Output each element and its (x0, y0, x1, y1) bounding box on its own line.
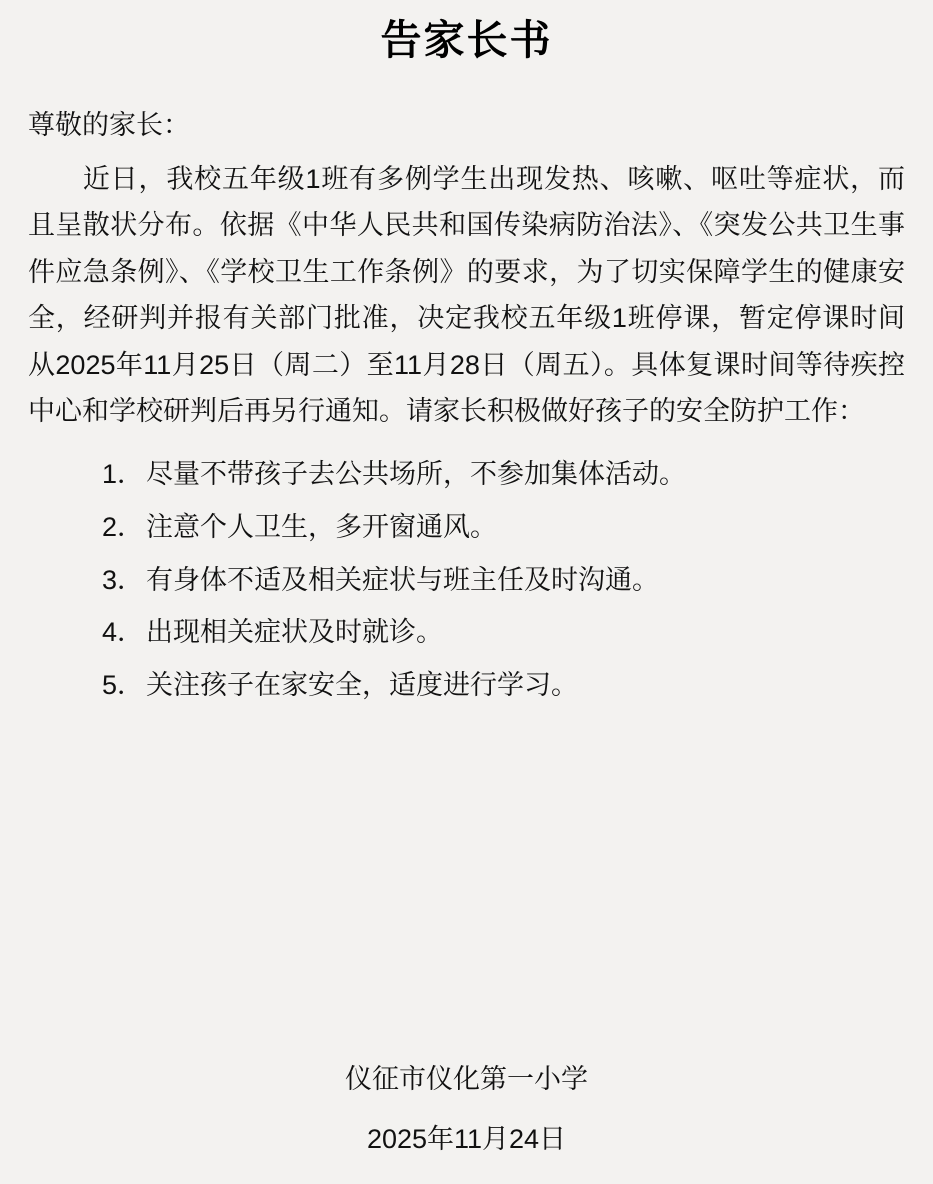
signature-organization: 仪征市仪化第一小学 (345, 1064, 588, 1094)
list-item-label: 关注孩子在家安全，适度进行学习。 (146, 669, 579, 700)
list-item-label: 尽量不带孩子去公共场所，不参加集体活动。 (146, 459, 687, 490)
salutation: 尊敬的家长： (28, 110, 190, 141)
body-paragraph (28, 156, 905, 435)
list-item (28, 501, 905, 554)
list-item (28, 554, 905, 607)
list-item-label: 有身体不适及相关症状与班主任及时沟通。 (146, 564, 660, 595)
list-item (28, 606, 905, 659)
page-title: 告家长书 (380, 17, 553, 63)
precautions-list (28, 448, 905, 711)
list-item-number: 4． (102, 617, 145, 648)
list-item (28, 448, 905, 501)
list-item (28, 659, 905, 712)
body-paragraph-text: 近日，我校五年级1班有多例学生出现发热、咳嗽、呕吐等症状，而且呈散状分布。依据《中华人民共和国传染病防治法》、《突发公共卫生事件应急条例》、《学校卫生工作条例》的要求，为了切实保障学生的健康安全，经研判并报有关部门批准，决定我校五年级1班停课，暂定停课时间从2025年11月25日（周二）至11月28日（周五）。具体复课时间等待疾控中心和学校研判后再另行通知。请家长积极做好孩子的安全防护工作： (28, 163, 905, 426)
document-page (0, 14, 933, 1184)
list-item-number: 1． (102, 459, 145, 490)
signature-date: 2025年11月24日 (366, 1124, 567, 1154)
list-item-number: 5． (102, 669, 145, 700)
list-item-label: 出现相关症状及时就诊。 (146, 617, 444, 648)
list-item-label: 注意个人卫生，多开窗通风。 (146, 512, 498, 543)
list-item-number: 2． (102, 512, 145, 543)
list-item-number: 3． (102, 564, 145, 595)
